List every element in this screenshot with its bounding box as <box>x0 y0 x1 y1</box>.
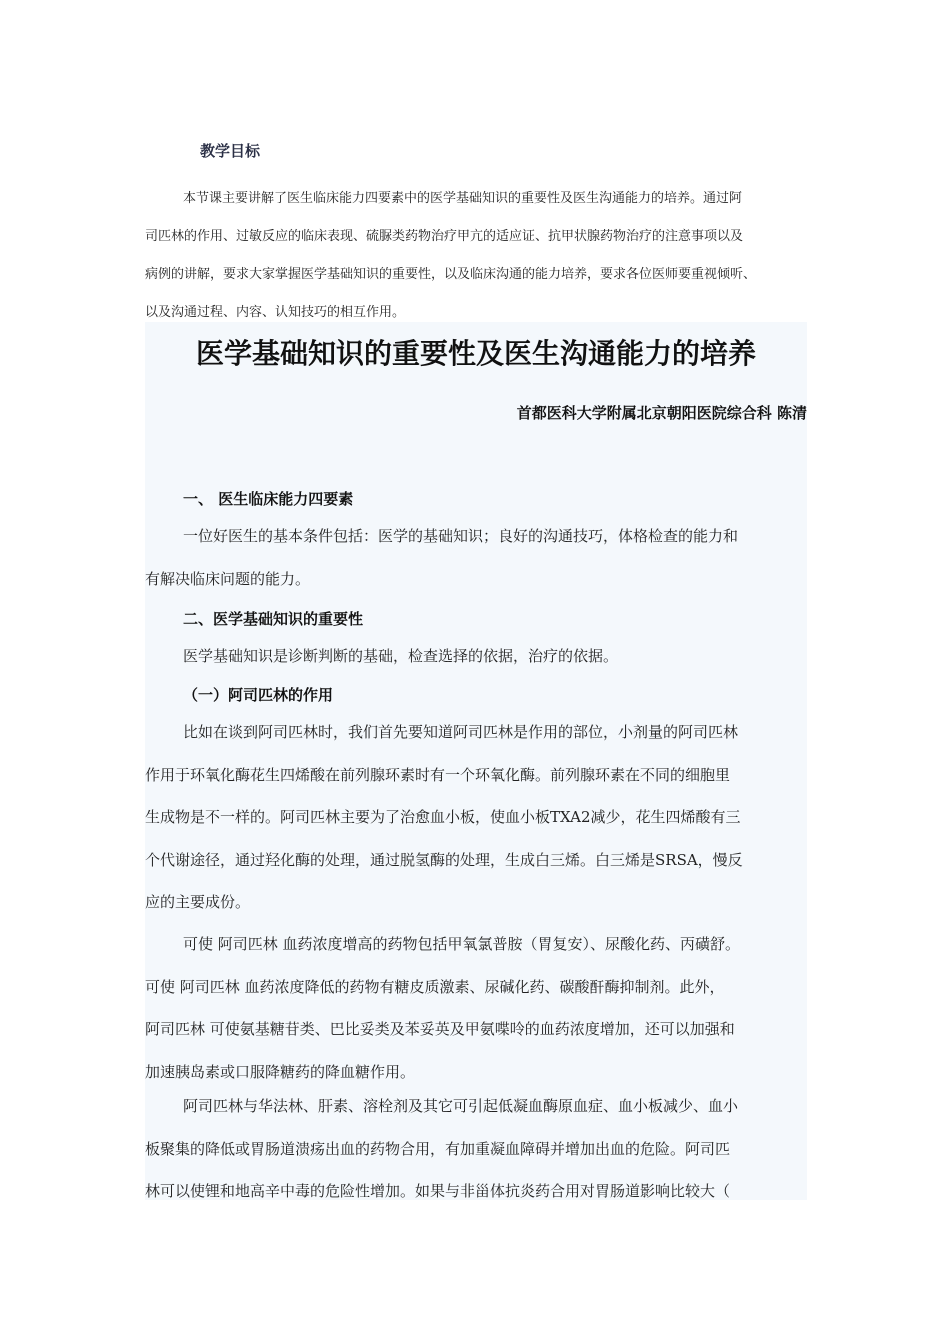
paragraph-line: 可使 阿司匹林 血药浓度增高的药物包括甲氧氯普胺（胃复安）、尿酸化药、丙磺舒。 <box>183 935 741 953</box>
subsection-1-paragraph-3 <box>145 1085 807 1213</box>
intro-paragraph <box>145 180 810 332</box>
article-panel <box>145 322 807 1200</box>
paragraph-line: 阿司匹林与华法林、肝素、溶栓剂及其它可引起低凝血酶原血症、血小板减少、血小 <box>183 1097 739 1115</box>
section-1-paragraph <box>145 515 807 600</box>
paragraph-line: 个代谢途径，通过羟化酶的处理，通过脱氢酶的处理，生成白三烯。白三烯是SRSA，慢反 <box>145 850 743 869</box>
subsection-heading-1: （一）阿司匹林的作用 <box>183 686 334 704</box>
paragraph-line: 医学基础知识是诊断判断的基础，检查选择的依据，治疗的依据。 <box>183 647 619 665</box>
paragraph-line: 生成物是不一样的。阿司匹林主要为了治愈血小板，使血小板TXA2减少，花生四烯酸有三 <box>145 808 741 826</box>
paragraph-line: 阿司匹林 可使氨基糖苷类、巴比妥类及苯妥英及甲氨喋呤的血药浓度增加，还可以加强和 <box>145 1020 735 1038</box>
subsection-1-paragraph-1 <box>145 711 807 924</box>
section-heading-1: 一、 医生临床能力四要素 <box>183 490 354 508</box>
paragraph-line: 林可以使锂和地高辛中毒的危险性增加。如果与非甾体抗炎药合用对胃肠道影响比较大（ <box>145 1182 731 1200</box>
intro-line: 司匹林的作用、过敏反应的临床表现、硫脲类药物治疗甲亢的适应证、抗甲状腺药物治疗的注意事项以及 <box>145 229 744 244</box>
paragraph-line: 比如在谈到阿司匹林时，我们首先要知道阿司匹林是作用的部位，小剂量的阿司匹林 <box>183 723 739 741</box>
paragraph-line: 板聚集的降低或胃肠道溃疡出血的药物合用，有加重凝血障碍并增加出血的危险。阿司匹 <box>145 1139 731 1158</box>
section-2-paragraph <box>145 635 807 678</box>
intro-line: 病例的讲解，要求大家掌握医学基础知识的重要性，以及临床沟通的能力培养，要求各位医师要重视倾听、 <box>145 267 757 282</box>
article-title: 医学基础知识的重要性及医生沟通能力的培养 <box>195 337 756 370</box>
intro-line: 本节课主要讲解了医生临床能力四要素中的医学基础知识的重要性及医生沟通能力的培养。通过阿 <box>183 191 743 206</box>
paragraph-line: 作用于环氧化酶花生四烯酸在前列腺环素时有一个环氧化酶。前列腺环素在不同的细胞里 <box>145 765 731 784</box>
intro-heading: 教学目标 <box>200 142 261 160</box>
subsection-1-paragraph-2 <box>145 923 807 1093</box>
intro-line: 以及沟通过程、内容、认知技巧的相互作用。 <box>145 305 406 320</box>
paragraph-line: 加速胰岛素或口服降糖药的降血糖作用。 <box>145 1062 416 1081</box>
article-author: 首都医科大学附属北京朝阳医院综合科 陈清 <box>516 404 807 422</box>
paragraph-line: 应的主要成份。 <box>145 893 251 911</box>
section-heading-2: 二、医学基础知识的重要性 <box>183 610 364 628</box>
paragraph-line: 可使 阿司匹林 血药浓度降低的药物有糖皮质激素、尿碱化药、碳酸酐酶抑制剂。此外， <box>145 977 725 996</box>
paragraph-line: 一位好医生的基本条件包括：医学的基础知识；良好的沟通技巧，体格检查的能力和 <box>183 527 739 545</box>
paragraph-line: 有解决临床问题的能力。 <box>145 569 311 588</box>
